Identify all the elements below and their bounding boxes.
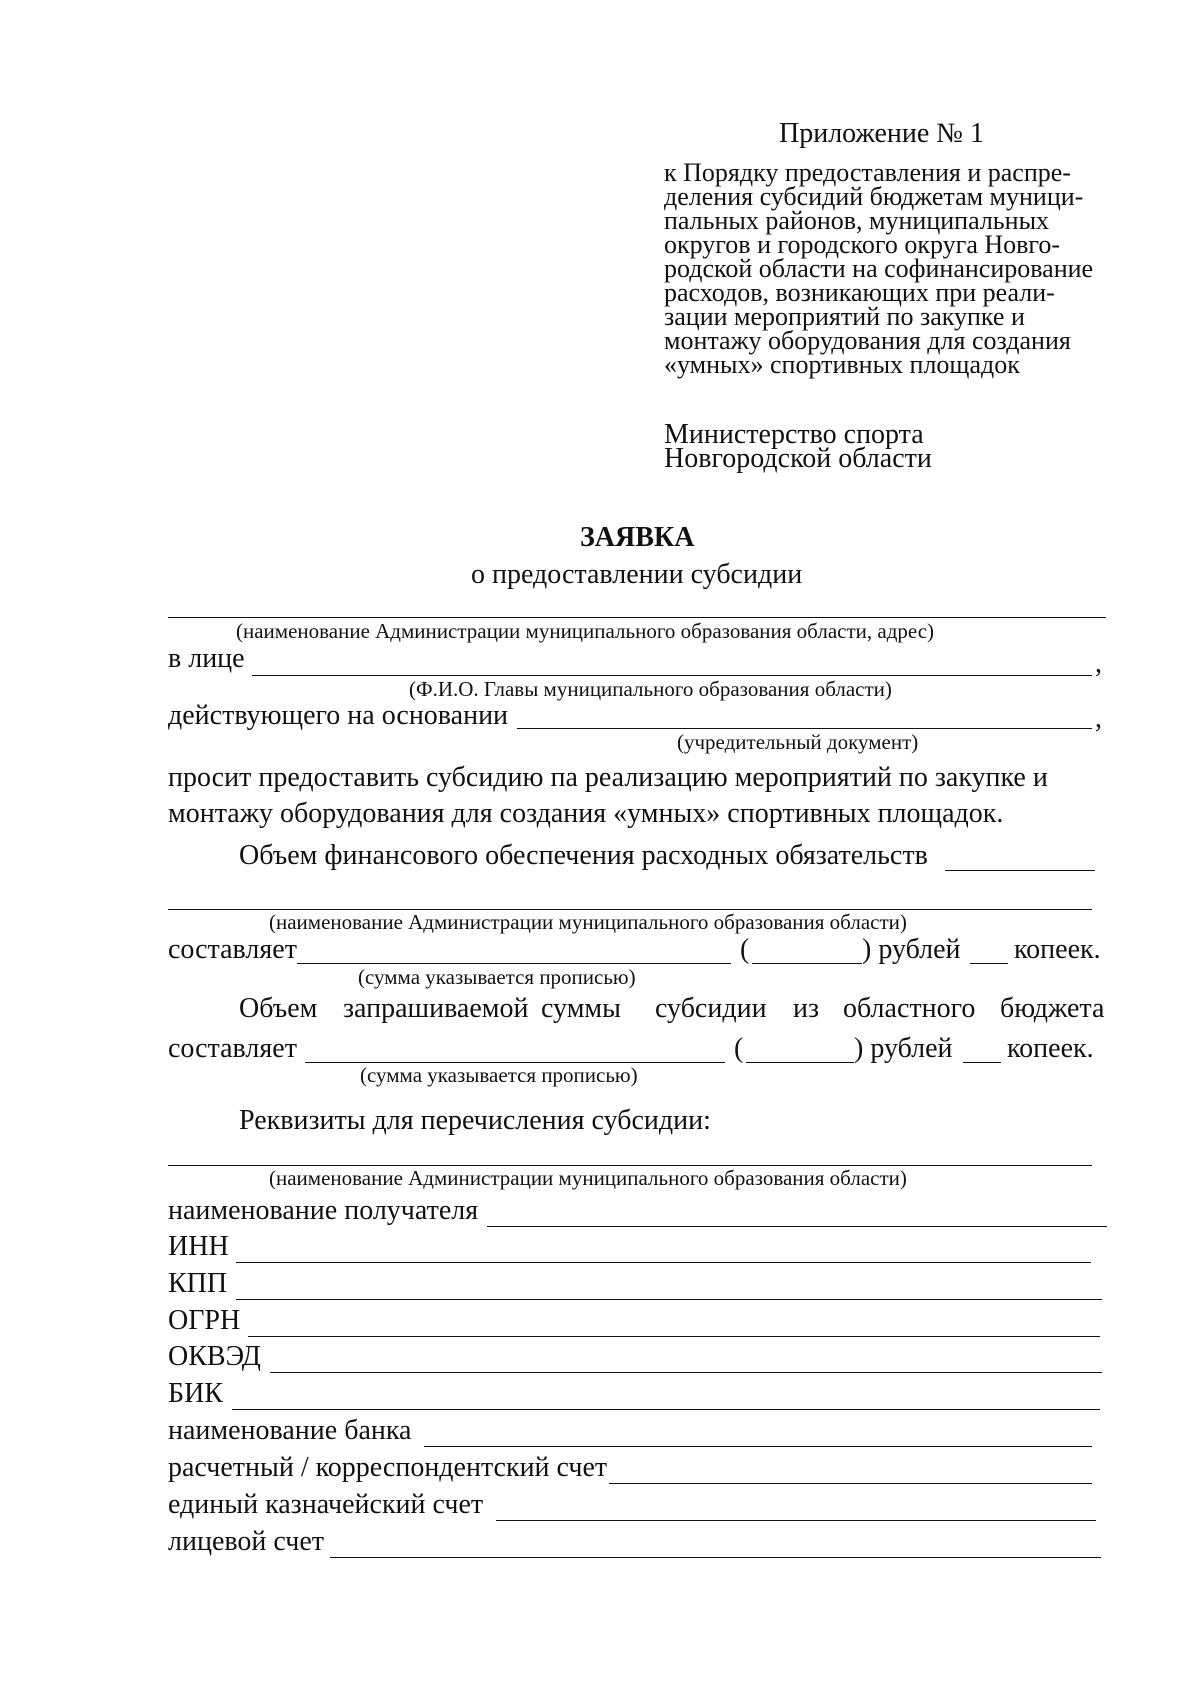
in-person-label: в лице — [168, 643, 245, 674]
paren-open: ( — [740, 934, 750, 965]
document-subtitle: о предоставлении субсидии — [471, 559, 803, 590]
field-label-treasury-account: единый казначейский счет — [168, 1489, 484, 1520]
financing-volume-line[interactable] — [945, 870, 1095, 871]
subsidy-digits-line[interactable] — [746, 1062, 854, 1063]
field-input-bik[interactable] — [232, 1409, 1100, 1410]
amount-words-line[interactable] — [297, 963, 731, 964]
subsidy-word: субсидии — [655, 993, 767, 1024]
recipient-line: Министерство спорта — [664, 419, 924, 450]
field-input-recipient[interactable] — [487, 1226, 1107, 1227]
basis-label: действующего на основании — [168, 700, 509, 731]
field-label-kpp: КПП — [168, 1268, 228, 1299]
field-label-bik: БИК — [168, 1378, 223, 1409]
appendix-line: монтажу оборудования для создания — [664, 326, 1071, 355]
appendix-line: расходов, возникающих при реали- — [664, 278, 1055, 307]
kopecks-line[interactable] — [970, 963, 1008, 964]
field-input-okved[interactable] — [270, 1372, 1102, 1373]
amount-label: составляет — [168, 1033, 297, 1064]
caption-admin: (наименование Администрации муниципального образования области) — [269, 910, 907, 934]
field-label-bank: наименование банка — [168, 1415, 412, 1446]
basis-document-line[interactable] — [517, 728, 1092, 729]
caption-amount-words: (сумма указывается прописью) — [358, 965, 636, 989]
subsidy-word: Объем — [239, 993, 318, 1024]
field-label-recipient: наименование получателя — [168, 1195, 479, 1226]
head-name-line[interactable] — [252, 675, 1092, 676]
caption-admin-address: (наименование Администрации муниципального образования области, адрес) — [236, 619, 935, 643]
kopecks-label: копеек. — [1014, 934, 1101, 965]
appendix-line: пальных районов, муниципальных — [664, 206, 1050, 235]
comma: , — [1095, 648, 1102, 679]
amount-digits-line[interactable] — [752, 963, 862, 964]
admin-name-line[interactable] — [168, 617, 1106, 618]
amount-label: составляет — [168, 934, 297, 965]
appendix-line: зации мероприятий по закупке и — [664, 302, 1025, 331]
appendix-line: округов и городского округа Новго- — [664, 230, 1061, 259]
appendix-line: деления субсидий бюджетам муници- — [664, 182, 1084, 211]
field-label-ogrn: ОГРН — [168, 1305, 241, 1336]
field-label-okved: ОКВЭД — [168, 1341, 261, 1372]
field-input-treasury-account[interactable] — [496, 1520, 1096, 1521]
document-title: ЗАЯВКА — [580, 522, 695, 553]
field-label-account: расчетный / корреспондентский счет — [168, 1452, 608, 1483]
paren-open: ( — [734, 1033, 744, 1064]
rubles-label: ) рублей — [854, 1033, 953, 1064]
field-input-ogrn[interactable] — [248, 1336, 1100, 1337]
field-label-inn: ИНН — [168, 1231, 229, 1262]
field-input-bank[interactable] — [424, 1446, 1092, 1447]
rubles-label: ) рублей — [862, 934, 961, 965]
subsidy-word: суммы — [541, 993, 621, 1024]
caption-amount-words: (сумма указывается прописью) — [360, 1063, 638, 1087]
request-text-line: просит предоставить субсидию па реализацию мероприятий по закупке и — [168, 762, 1048, 793]
field-input-kpp[interactable] — [236, 1299, 1102, 1300]
recipient-line: Новгородской области — [664, 443, 932, 474]
appendix-line: родской области на софинансирование — [664, 254, 1094, 283]
subsidy-word: запрашиваемой — [343, 993, 529, 1024]
requisites-title: Реквизиты для перечисления субсидии: — [239, 1105, 711, 1136]
caption-admin: (наименование Администрации муниципального образования области) — [269, 1166, 907, 1190]
kopecks-label: копеек. — [1007, 1033, 1094, 1064]
field-input-account[interactable] — [609, 1483, 1092, 1484]
comma: , — [1095, 703, 1102, 734]
appendix-line: к Порядку предоставления и распре- — [664, 158, 1071, 187]
subsidy-word: бюджета — [1000, 993, 1105, 1024]
subsidy-word: из — [793, 993, 820, 1024]
caption-head-name: (Ф.И.О. Главы муниципального образования области) — [409, 677, 892, 701]
appendix-title: Приложение № 1 — [779, 118, 984, 149]
caption-founding-doc: (учредительный документ) — [677, 730, 919, 754]
appendix-line: «умных» спортивных площадок — [664, 350, 1020, 379]
financing-volume-label: Объем финансового обеспечения расходных обязательств — [239, 840, 928, 871]
kopecks-line[interactable] — [963, 1062, 1001, 1063]
field-input-personal-account[interactable] — [330, 1557, 1101, 1558]
request-text-line: монтажу оборудования для создания «умных» спортивных площадок. — [168, 798, 1004, 829]
subsidy-word: областного — [843, 993, 976, 1024]
field-label-personal-account: лицевой счет — [168, 1526, 324, 1557]
field-input-inn[interactable] — [236, 1262, 1091, 1263]
